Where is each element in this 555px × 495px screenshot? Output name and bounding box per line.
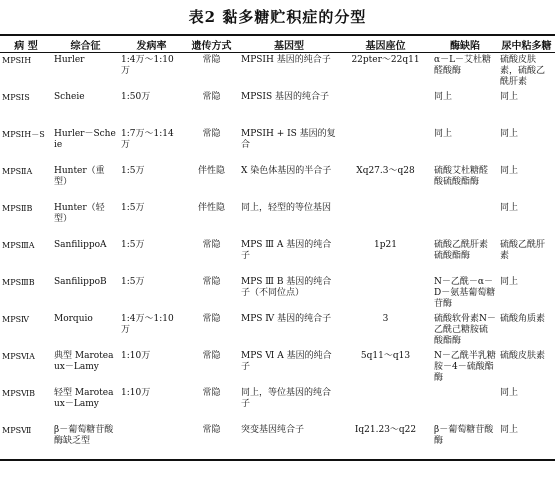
cell-type: MPSⅡA (2, 166, 33, 176)
cell-urine-mps: 硫酸乙酰肝素 (500, 239, 546, 261)
cell-type: MPSⅢA (2, 240, 35, 250)
cell-inheritance: 常隐 (202, 350, 221, 361)
cell-syndrome: β－葡萄糖苷酸酶缺乏型 (52, 423, 119, 460)
cell-syndrome: Scheie (54, 91, 85, 102)
cell-enzyme-defect (432, 201, 498, 238)
cell-enzyme-defect: N－乙酰半乳糖胺－4－硫酸酯酶 (434, 350, 496, 383)
header-urine-mps: 尿中粘多糖 (498, 35, 555, 53)
cell-type: MPSⅦ (0, 423, 52, 460)
cell-genotype: MPSIH + IS 基因的复合 (241, 128, 336, 150)
cell-locus (339, 127, 432, 164)
cell-incidence: 1:7万～1:14万 (121, 128, 174, 150)
cell-urine-mps: 硫酸皮肤素 (500, 350, 546, 361)
cell-locus (339, 275, 432, 312)
cell-urine-mps: 同上 (500, 128, 519, 139)
cell-type: MPSIS (2, 92, 30, 102)
cell-genotype: 同上，等位基因的纯合子 (241, 387, 332, 409)
table-row (0, 164, 555, 201)
cell-urine-mps: 同上 (500, 276, 519, 287)
header-inheritance: 遗传方式 (184, 35, 239, 53)
cell-locus: 22pter～22q11 (351, 55, 420, 65)
table-row (0, 201, 555, 238)
cell-enzyme-defect: 同上 (434, 128, 453, 139)
cell-syndrome: 轻型 Maroteaux－Lamy (54, 387, 114, 409)
cell-incidence: 1:10万 (121, 387, 151, 398)
cell-urine-mps: 同上 (500, 387, 519, 398)
header-row (0, 35, 555, 53)
cell-inheritance: 常隐 (202, 239, 221, 250)
header-incidence: 发病率 (119, 35, 184, 53)
cell-enzyme-defect: β－葡萄糖苷酸酶 (432, 423, 498, 460)
table-row (0, 238, 555, 275)
cell-genotype: MPSIH 基因的纯合子 (241, 55, 331, 65)
cell-type: MPSIH (2, 56, 32, 65)
table-row (0, 127, 555, 164)
cell-enzyme-defect: 硫酸艾杜糖醛酸硫酸酯酶 (434, 165, 489, 187)
cell-syndrome: Hurler－Scheie (54, 128, 116, 150)
cell-genotype: MPS Ⅳ 基因的纯合子 (241, 313, 332, 324)
cell-urine-mps: 同上 (498, 423, 555, 460)
classification-table (0, 34, 555, 461)
table-row (0, 386, 555, 423)
cell-incidence (119, 423, 184, 460)
cell-syndrome: Hurler (54, 55, 85, 65)
cell-locus (339, 90, 432, 127)
table-row (0, 53, 555, 90)
cell-genotype: MPS Ⅵ A 基因的纯合子 (241, 350, 332, 372)
cell-locus: 3 (382, 313, 389, 324)
cell-syndrome: SanfilippoB (54, 276, 107, 287)
cell-genotype: X 染色体基因的半合子 (241, 165, 332, 176)
table-row (0, 423, 555, 460)
cell-inheritance: 常隐 (202, 128, 221, 139)
cell-locus: 5q11～q13 (360, 350, 411, 361)
cell-locus: Xq27.3～q28 (356, 165, 415, 176)
cell-inheritance: 常隐 (202, 276, 221, 287)
cell-type: MPSⅥB (2, 388, 35, 398)
cell-enzyme-defect: 同上 (434, 91, 453, 102)
cell-syndrome: 典型 Maroteaux－Lamy (54, 350, 114, 372)
cell-urine-mps: 同上 (500, 91, 519, 102)
cell-type: MPSⅣ (2, 314, 30, 324)
cell-urine-mps: 硫酸皮肤素，硫酸乙酰肝素 (500, 55, 546, 87)
table-row (0, 312, 555, 349)
cell-inheritance: 常隐 (184, 423, 239, 460)
header-syndrome: 综合征 (52, 35, 119, 53)
cell-syndrome: SanfilippoA (54, 239, 107, 250)
cell-incidence: 1:4万～1:10万 (121, 313, 174, 335)
cell-enzyme-defect: α－L－艾杜糖醛酸酶 (434, 55, 492, 76)
cell-locus (339, 386, 432, 423)
cell-type: MPSⅢB (2, 277, 35, 287)
cell-type: MPSⅥA (2, 351, 35, 361)
cell-syndrome: Morquio (54, 313, 93, 324)
cell-incidence: 1:50万 (121, 91, 151, 102)
cell-genotype: 突变基因纯合子 (239, 423, 339, 460)
header-locus: 基因座位 (339, 35, 432, 53)
cell-incidence: 1:4万～1:10万 (121, 55, 174, 76)
cell-locus: Iq21.23～q22 (339, 423, 432, 460)
cell-locus: 1p21 (374, 239, 397, 250)
header-type: 病 型 (0, 35, 52, 53)
cell-enzyme-defect: 硫酸软骨素N－乙酰己糖胺硫酸酯酶 (434, 313, 496, 346)
cell-syndrome: Hunter（重型） (54, 165, 105, 187)
cell-genotype: MPSIS 基因的纯合子 (241, 91, 330, 102)
cell-genotype: MPS Ⅲ A 基因的纯合子 (241, 239, 332, 261)
cell-incidence: 1:5万 (121, 276, 145, 287)
cell-inheritance: 常隐 (202, 313, 221, 324)
cell-enzyme-defect: N－乙酰－α－D－氨基葡萄糖苷酶 (434, 276, 496, 309)
cell-syndrome: Hunter（轻型） (54, 202, 105, 224)
cell-incidence: 1:5万 (121, 239, 145, 250)
cell-inheritance: 常隐 (202, 91, 221, 102)
cell-genotype: MPS Ⅲ B 基因的纯合子（不同位点） (241, 276, 332, 298)
cell-inheritance: 伴性隐 (197, 202, 225, 213)
table-row (0, 349, 555, 386)
cell-incidence: 1:5万 (121, 202, 145, 213)
table-row (0, 90, 555, 127)
cell-type: MPSⅡB (2, 203, 33, 213)
cell-inheritance: 常隐 (202, 55, 221, 65)
cell-incidence: 1:10万 (121, 350, 151, 361)
cell-urine-mps: 同上 (500, 165, 519, 176)
cell-incidence: 1:5万 (121, 165, 145, 176)
cell-type: MPSIH－S (2, 129, 45, 139)
cell-enzyme-defect (432, 386, 498, 423)
header-genotype: 基因型 (239, 35, 339, 53)
cell-urine-mps: 同上 (500, 202, 519, 213)
table-title: 表2 黏多糖贮积症的分型 (188, 8, 367, 26)
cell-urine-mps: 硫酸角质素 (500, 313, 546, 324)
cell-locus (339, 201, 432, 238)
cell-enzyme-defect: 硫酸乙酰肝素硫酸酯酶 (434, 239, 489, 261)
cell-inheritance: 常隐 (202, 387, 221, 398)
header-enzyme-defect: 酶缺陷 (432, 35, 498, 53)
table-row (0, 275, 555, 312)
cell-genotype: 同上，轻型的等位基因 (241, 202, 332, 213)
cell-inheritance: 伴性隐 (197, 165, 225, 176)
